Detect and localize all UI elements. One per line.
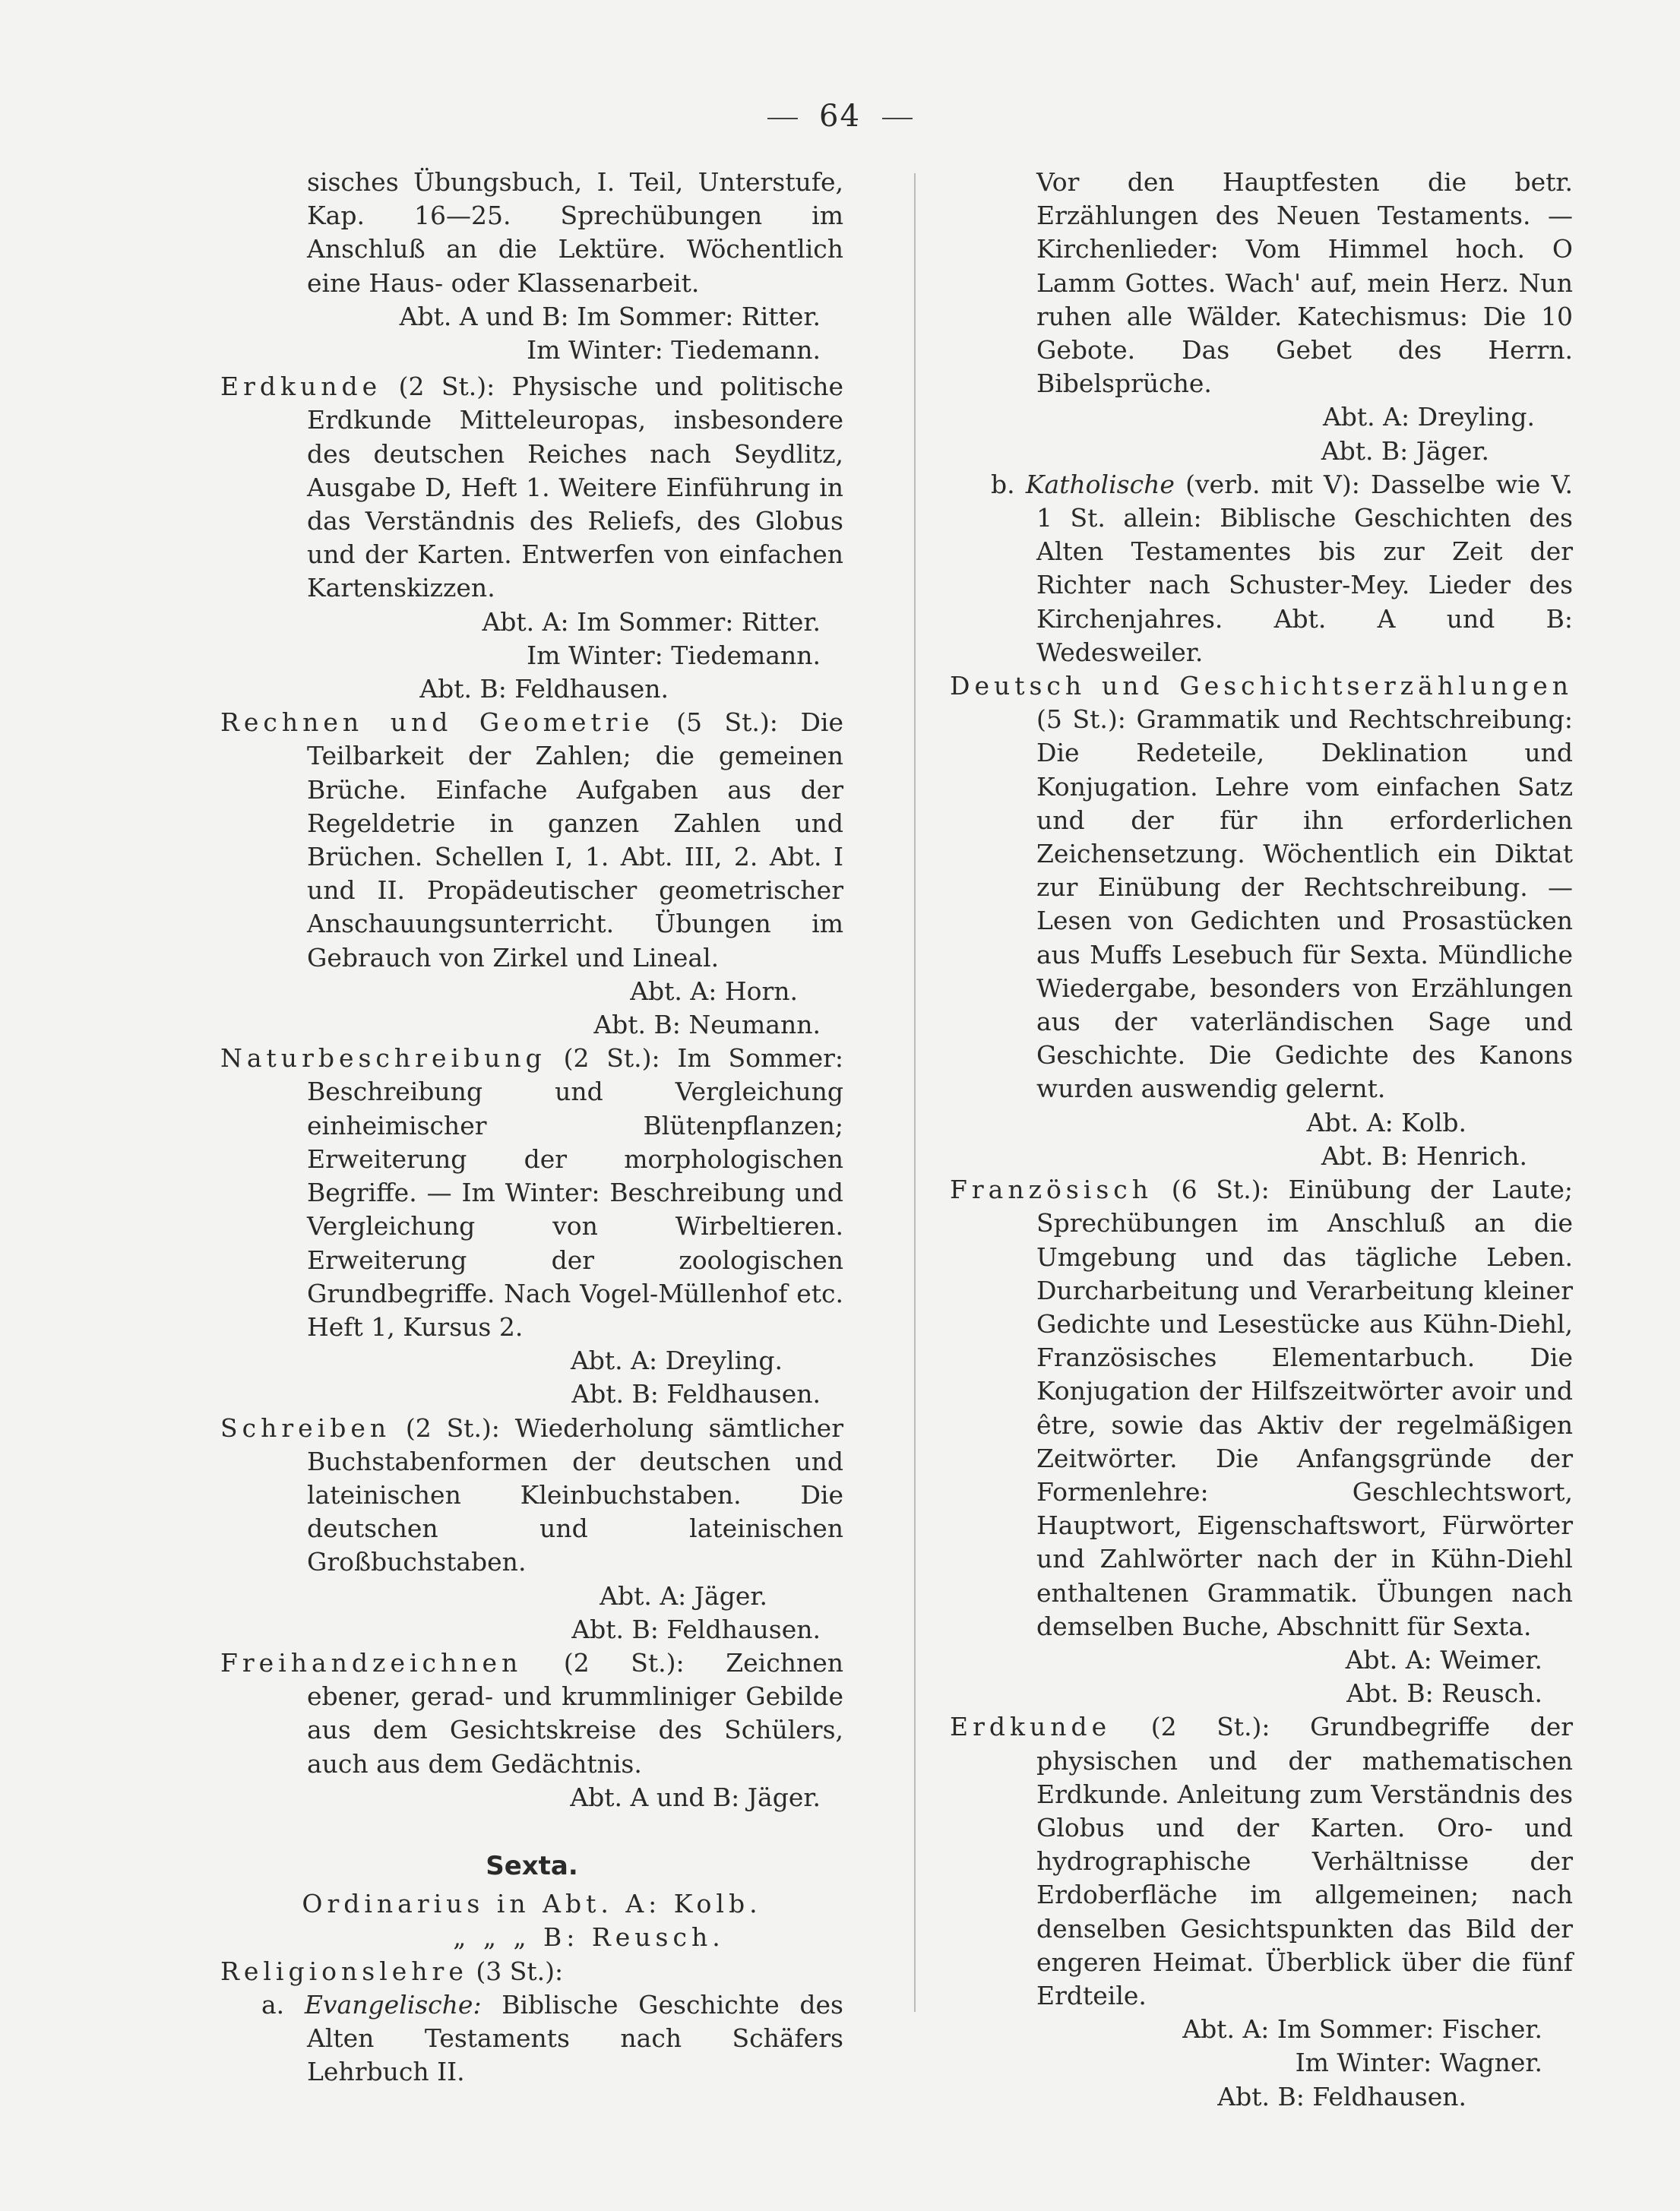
teacher-line: Abt. A und B: Jäger.: [570, 1782, 821, 1812]
religion-katholisch: [950, 468, 1573, 669]
teacher-line: Abt. B: Feldhausen.: [419, 674, 669, 704]
subject-naturbeschreibung: [220, 1042, 843, 1344]
subject-deutsch: [950, 669, 1573, 1106]
teacher-line: Im Winter: Wagner.: [1295, 2048, 1542, 2078]
ordinarius-b: „ „ „ B: Reusch.: [453, 1922, 725, 1953]
teacher-line: Abt. B: Neumann.: [593, 1010, 821, 1040]
header-dash-right: [882, 118, 913, 119]
header-dash-left: [767, 118, 798, 119]
teacher-line: Abt. A: Dreyling.: [1322, 402, 1535, 432]
subject-heading: Rechnen und Geometrie: [220, 707, 654, 738]
subject-schreiben: [220, 1412, 843, 1580]
teacher-line: Abt. B: Reusch.: [1346, 1678, 1542, 1709]
teacher-line: Abt. B: Feldhausen.: [571, 1614, 821, 1644]
teacher-line: Im Winter: Tiedemann.: [527, 335, 821, 365]
subject-heading: Schreiben: [220, 1412, 391, 1443]
teacher-line: Abt. A und B: Im Sommer: Ritter.: [399, 301, 821, 331]
subject-freihandzeichnen: [220, 1646, 843, 1781]
subject-heading: Deutsch und Geschichtserzählungen: [950, 671, 1573, 701]
teacher-line: Abt. A: Weimer.: [1345, 1644, 1542, 1675]
ordinarius-line: [220, 1887, 843, 1921]
subject-text: (5 St.): Die Teilbarkeit der Zahlen; die gemeinen Brüche. Einfache Aufgaben aus der Regeldetrie in ganzen Zahlen und Brüchen. Schellen I, 1. Abt. III, 2. Abt. I und II. Propädeutischer geometrischer Anschauungsunterricht. Übungen im Gebrauch von Zirkel und Lineal.: [307, 707, 843, 973]
subject-heading: Religionslehre: [220, 1956, 468, 1986]
subject-franzoesisch: [950, 1173, 1573, 1643]
subject-text: (2 St.): Im Sommer: Beschreibung und Vergleichung einheimischer Blütenpflanzen; Erweiterung der morphologischen Begriffe. — Im Winter: Beschreibung und Vergleichung von Wirbeltieren. Erweiterung der zoologischen Grundbegriffe. Nach Vogel-Müllenhof etc. Heft 1, Kursus 2.: [307, 1043, 843, 1342]
subject-heading: Französisch: [950, 1175, 1153, 1205]
subject-heading: Erdkunde: [950, 1712, 1112, 1742]
subject-religionslehre: [220, 1955, 843, 1988]
page-header: [0, 99, 1680, 134]
subject-text: (2 St.): Physische und politische Erdkunde Mitteleuropas, insbesondere des deutschen Reiches nach Seydlitz, Ausgabe D, Heft 1. Weitere Einführung in das Verständnis des Reliefs, des Globus und der Karten. Entwerfen von einfachen Kartenskizzen.: [307, 372, 843, 603]
column-divider: [914, 173, 916, 2012]
item-label: a.: [261, 1989, 285, 2020]
teacher-line: Abt. A: Im Sommer: Ritter.: [482, 606, 821, 637]
ordinarius-line: [220, 1921, 843, 1954]
subject-text: (3 St.):: [476, 1956, 564, 1986]
subject-heading: Naturbeschreibung: [220, 1043, 546, 1074]
item-text: Biblische Geschichte des Alten Testaments nach Schäfers Lehrbuch II.: [307, 1989, 843, 2087]
subject-text: (6 St.): Einübung der Laute; Sprechübungen im Anschluß an die Umgebung und das tägliche Leben. Durcharbeitung und Verarbeitung kleiner Gedichte und Lesestücke aus Kühn-Diehl, Französisches Elementarbuch. Die Konjugation der Hilfszeitwörter avoir und être, sowie das Aktiv der regelmäßigen Zeitwörter. Die Anfangsgründe der Formenlehre: Geschlechtswort, Hauptwort, Eigenschaftswort, Fürwörter und Zahlwörter nach der in Kühn-Diehl enthaltenen Grammatik. Übungen nach demselben Buche, Abschnitt für Sexta.: [1036, 1175, 1573, 1641]
subject-text: (2 St.): Grundbegriffe der physischen und der mathematischen Erdkunde. Anleitung zum Verständnis des Globus und der Karten. Oro- und hydrographische Verhältnisse der Erdoberfläche im allgemeinen; nach denselben Gesichtspunkten das Bild der engeren Heimat. Überblick über die fünf Erdteile.: [1036, 1712, 1573, 2010]
continued-paragraph: sisches Übungsbuch, I. Teil, Unterstufe, Kap. 16—25. Sprechübungen im Anschluß an die Lektüre. Wöchentlich eine Haus- oder Klassenarbeit.: [307, 167, 843, 298]
subject-text: (2 St.): Wiederholung sämtlicher Buchstabenformen der deutschen und lateinischen Kleinbuchstaben. Die deutschen und lateinischen Großbuchstaben.: [307, 1412, 843, 1577]
page-number: 64: [819, 99, 861, 134]
teacher-line: Abt. A: Dreyling.: [570, 1346, 783, 1376]
item-label: b.: [991, 469, 1015, 499]
subject-heading: Freihandzeichnen: [220, 1647, 523, 1678]
teacher-line: Abt. B: Feldhausen.: [571, 1379, 821, 1409]
teacher-line: Abt. A: Im Sommer: Fischer.: [1182, 2014, 1542, 2045]
item-text: (verb. mit V): Dasselbe wie V. 1 St. allein: Biblische Geschichten des Alten Testamentes bis zur Zeit der Richter nach Schuster-Mey. Lieder des Kirchenjahres. Abt. A und B: Wedesweiler.: [1036, 469, 1573, 667]
ordinarius-a: Ordinarius in Abt. A: Kolb.: [302, 1889, 762, 1919]
teacher-line: Abt. B: Feldhausen.: [1217, 2081, 1466, 2111]
subject-text: (5 St.): Grammatik und Rechtschreibung: Die Redeteile, Deklination und Konjugation. Lehre vom einfachen Satz und der für ihn erforderlichen Zeichensetzung. Wöchentlich ein Diktat zur Einübung der Rechtschreibung. — Lesen von Gedichten und Prosastücken aus Muffs Lesebuch für Sexta. Mündliche Wiedergabe, besonders von Erzählungen aus der vaterländischen Sage und Geschichte. Die Gedichte des Kanons wurden auswendig gelernt.: [1036, 704, 1573, 1104]
subject-erdkunde: [220, 370, 843, 605]
subject-text: (2 St.): Zeichnen ebener, gerad- und krummliniger Gebilde aus dem Gesichtskreise des Schülers, auch aus dem Gedächtnis.: [307, 1647, 843, 1779]
teacher-line: Abt. B: Jäger.: [1321, 435, 1489, 466]
right-column: [950, 166, 1573, 2114]
continued-paragraph: Vor den Hauptfesten die betr. Erzählungen des Neuen Testaments. — Kirchenlieder: Vom Himmel hoch. O Lamm Gottes. Wach' auf, mein Herz. Nun ruhen alle Wälder. Katechismus: Die 10 Gebote. Das Gebet des Herrn. Bibelsprüche.: [1036, 167, 1573, 399]
teacher-line: Abt. A: Kolb.: [1306, 1107, 1466, 1137]
subject-rechnen: [220, 706, 843, 975]
teacher-line: Abt. A: Horn.: [630, 976, 798, 1006]
item-italic: Evangelische:: [304, 1989, 482, 2020]
teacher-line: Im Winter: Tiedemann.: [527, 640, 821, 670]
subject-heading: Erdkunde: [220, 372, 382, 402]
teacher-line: Abt. A: Jäger.: [600, 1580, 767, 1611]
subject-erdkunde: [950, 1710, 1573, 2013]
religion-evangelisch: [220, 1988, 843, 2089]
section-title-sexta: Sexta.: [486, 1850, 578, 1881]
teacher-line: Abt. B: Henrich.: [1321, 1140, 1527, 1171]
item-italic: Katholische: [1025, 469, 1175, 499]
left-column: [220, 166, 843, 2089]
